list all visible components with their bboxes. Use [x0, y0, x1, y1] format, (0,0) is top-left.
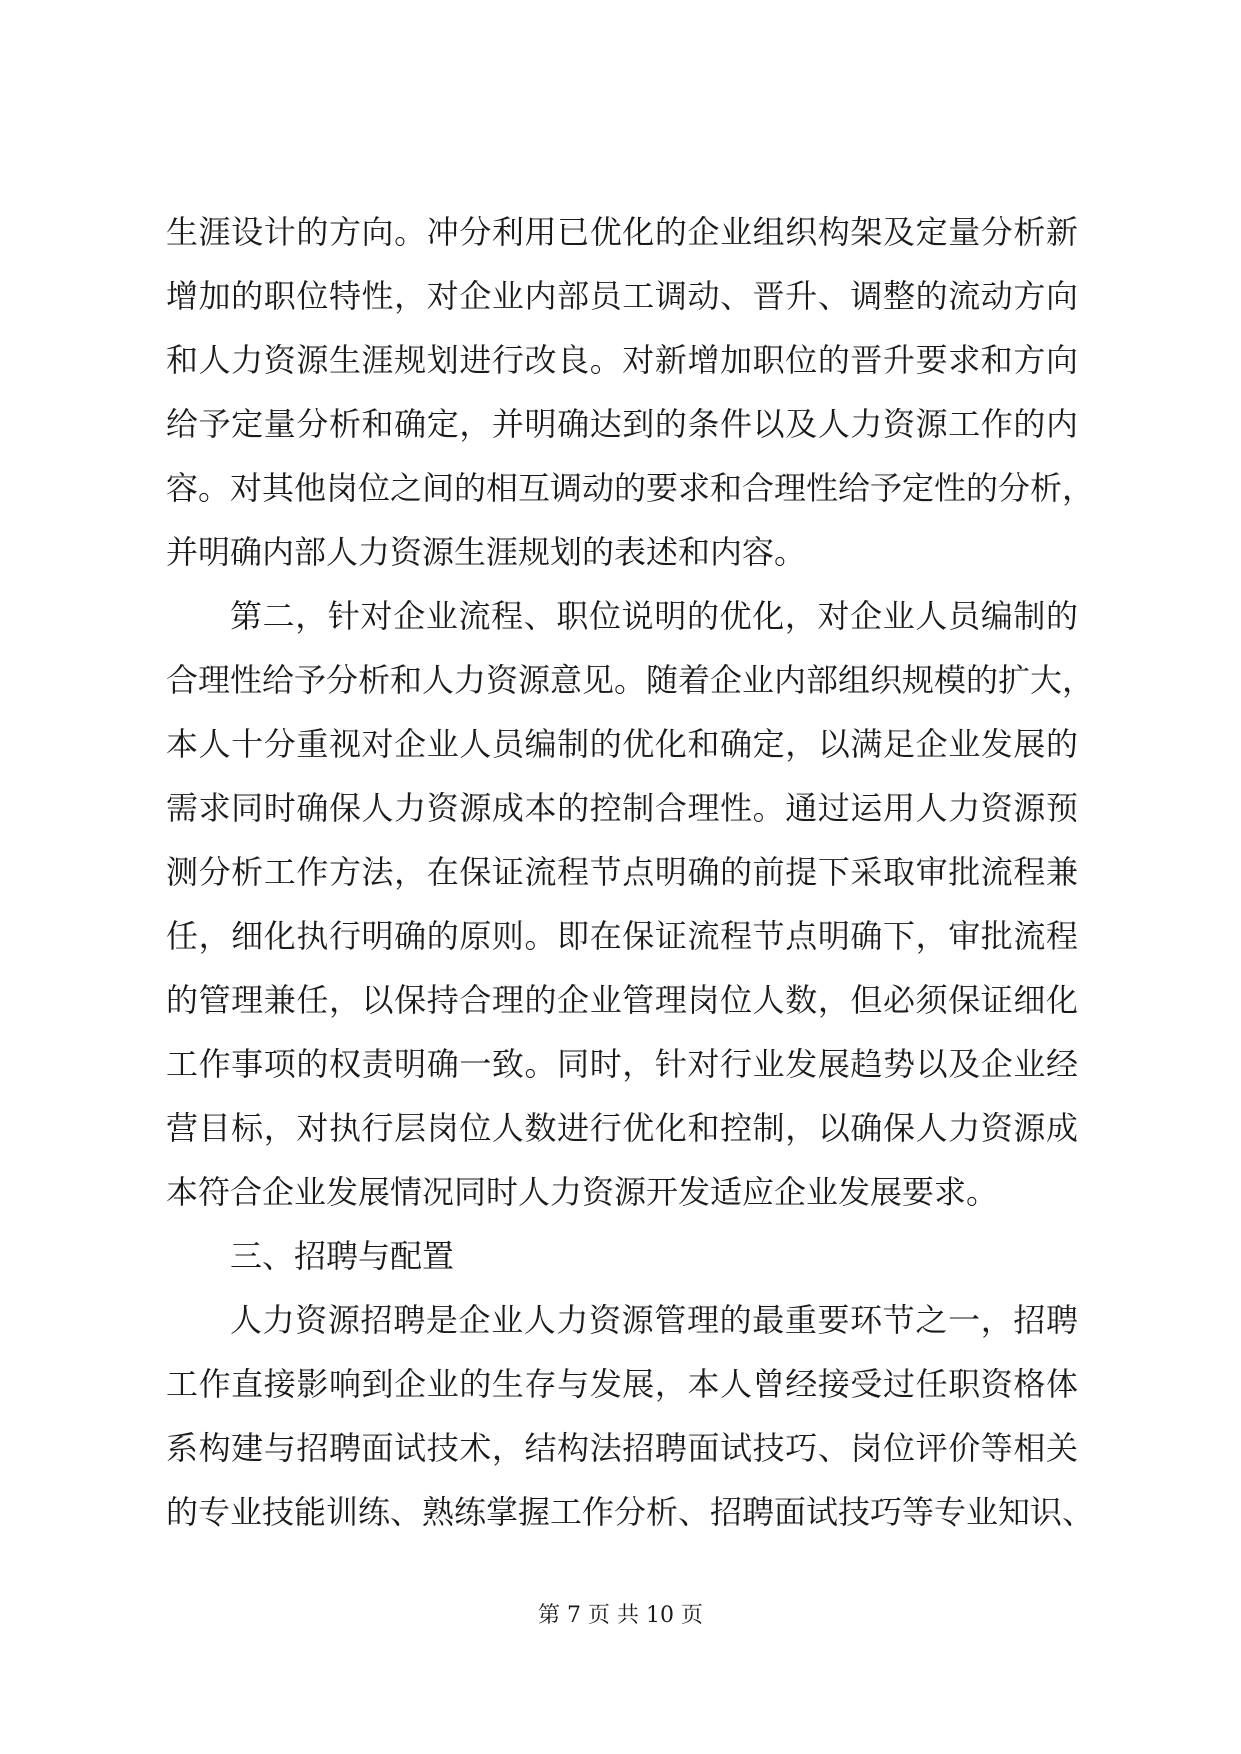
text-line-8: 合理性给予分析和人力资源意见。随着企业内部组织规模的扩大，: [166, 661, 1095, 699]
text-line-16: 本符合企业发展情况同时人力资源开发适应企业发展要求。: [166, 1173, 999, 1211]
text-line-11: 测分析工作方法，在保证流程节点明确的前提下采取审批流程兼: [166, 853, 1078, 891]
text-line-13: 的管理兼任，以保持合理的企业管理岗位人数，但必须保证细化: [166, 981, 1078, 1019]
text-line-18: 人力资源招聘是企业人力资源管理的最重要环节之一，招聘: [230, 1301, 1078, 1339]
text-line-19: 工作直接影响到企业的生存与发展，本人曾经接受过任职资格体: [166, 1365, 1078, 1403]
body-text: [166, 200, 1095, 1544]
text-line-2: 增加的职位特性，对企业内部员工调动、晋升、调整的流动方向: [166, 277, 1078, 315]
text-line-15: 营目标，对执行层岗位人数进行优化和控制，以确保人力资源成: [166, 1109, 1078, 1147]
text-line-10: 需求同时确保人力资源成本的控制合理性。通过运用人力资源预: [166, 789, 1078, 827]
text-line-4: 给予定量分析和确定，并明确达到的条件以及人力资源工作的内: [166, 405, 1078, 443]
text-line-9: 本人十分重视对企业人员编制的优化和确定，以满足企业发展的: [166, 725, 1078, 763]
text-line-20: 系构建与招聘面试技术，结构法招聘面试技巧、岗位评价等相关: [166, 1429, 1078, 1467]
page-number: 第 7 页 共 10 页: [538, 1603, 703, 1628]
text-line-6: 并明确内部人力资源生涯规划的表述和内容。: [166, 533, 807, 571]
text-line-7: 第二，针对企业流程、职位说明的优化，对企业人员编制的: [230, 597, 1078, 635]
text-line-3: 和人力资源生涯规划进行改良。对新增加职位的晋升要求和方向: [166, 341, 1078, 379]
text-line-14: 工作事项的权责明确一致。同时，针对行业发展趋势以及企业经: [166, 1045, 1078, 1083]
text-line-12: 任，细化执行明确的原则。即在保证流程节点明确下，审批流程: [166, 917, 1078, 955]
section-heading: 三、招聘与配置: [230, 1237, 455, 1275]
text-line-21: 的专业技能训练、熟练掌握工作分析、招聘面试技巧等专业知识、: [166, 1493, 1095, 1531]
text-line-1: 生涯设计的方向。冲分利用已优化的企业组织构架及定量分析新: [166, 213, 1078, 251]
text-line-5: 容。对其他岗位之间的相互调动的要求和合理性给予定性的分析，: [166, 469, 1095, 507]
